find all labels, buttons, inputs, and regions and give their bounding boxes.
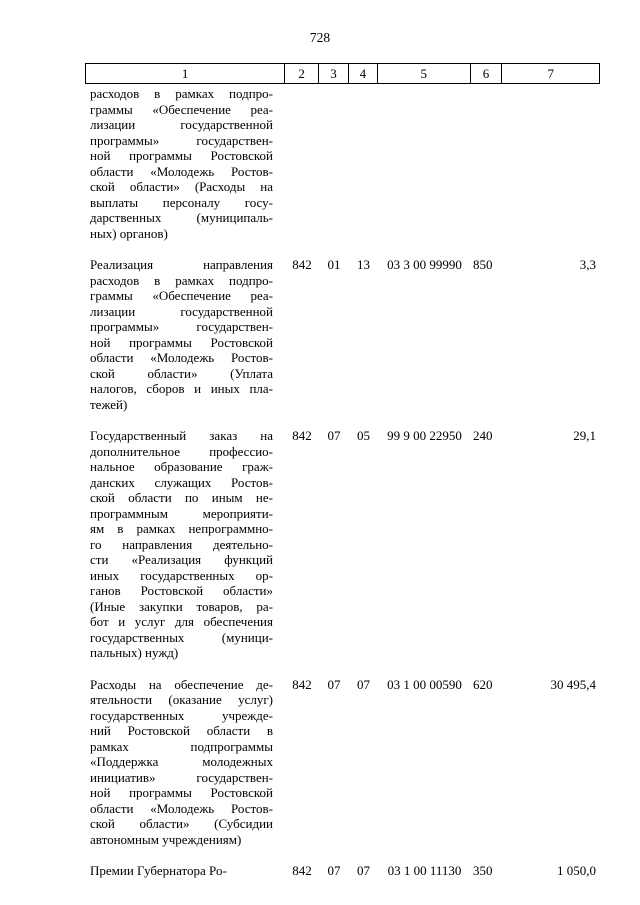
- description-line: Расходы на обеспечение де-: [90, 676, 273, 692]
- ministry-code: 842: [292, 863, 312, 878]
- ministry-code: 842: [292, 257, 312, 272]
- description-line: программным мероприяти-: [90, 505, 273, 521]
- description-line: расходов в рамках подпро-: [90, 272, 273, 288]
- expense-type-code: 620: [473, 676, 493, 692]
- row-description: [85, 86, 285, 241]
- description-line: дополнительное профессио-: [90, 443, 273, 459]
- description-line: граммы «Обеспечение реа-: [90, 101, 273, 117]
- description-line: ных) органов): [90, 225, 168, 241]
- description-line: ской области» (Расходы на: [90, 179, 273, 194]
- description-line: Премии Губернатора Ро-: [90, 863, 227, 878]
- description-line: государственных учрежде-: [90, 707, 273, 723]
- description-line: автономным учреждениям): [90, 831, 242, 847]
- description-line: граммы «Обеспечение реа-: [90, 288, 273, 303]
- subsection-code: 05: [357, 428, 370, 443]
- description-line: иных государственных ор-: [90, 567, 273, 583]
- amount: 1 050,0: [557, 863, 596, 878]
- description-line: программы» государствен-: [90, 319, 273, 334]
- description-line: «Поддержка молодежных: [90, 754, 273, 769]
- amount: 3,3: [579, 257, 596, 272]
- ministry-code: 842: [292, 428, 312, 443]
- table-row: [85, 428, 600, 661]
- ministry-code: 842: [292, 676, 312, 692]
- description-line: рамках подпрограммы: [90, 738, 273, 754]
- description-line: го направления деятельно-: [90, 536, 273, 552]
- description-line: ской области» (Уплата: [90, 365, 273, 381]
- page-number: 728: [309, 30, 331, 45]
- description-line: пальных) нужд): [90, 645, 179, 660]
- description-line: ной программы Ростовской: [90, 334, 273, 350]
- description-line: ний Ростовской области в: [90, 723, 273, 738]
- section-code: 07: [327, 863, 341, 878]
- description-line: нальное образование граж-: [90, 459, 273, 474]
- header-col-1: 1: [86, 64, 285, 83]
- description-line: выплаты персоналу госу-: [90, 194, 273, 210]
- description-line: расходов в рамках подпро-: [90, 86, 273, 101]
- header-col-3: 3: [319, 64, 349, 83]
- description-line: налогов, сборов и иных пла-: [90, 381, 273, 396]
- header-col-7: 7: [547, 66, 554, 81]
- header-col-2: 2: [285, 64, 319, 83]
- description-line: Государственный заказ на: [90, 428, 273, 443]
- description-line: дарственных (муниципаль-: [90, 210, 273, 225]
- target-article-code: 03 1 00 11130: [387, 863, 462, 878]
- description-line: государственных (муници-: [90, 629, 273, 645]
- section-code: 01: [327, 257, 341, 272]
- description-line: лизации государственной: [90, 117, 273, 132]
- description-line: бот и услуг для обеспечения: [90, 614, 273, 629]
- description-line: (Иные закупки товаров, ра-: [90, 598, 273, 614]
- description-line: области «Молодежь Ростов-: [90, 350, 273, 365]
- description-line: инициатив» государствен-: [90, 769, 273, 785]
- description-line: ной программы Ростовской: [90, 148, 273, 163]
- table-row: [85, 257, 600, 412]
- header-col-5: 5: [378, 64, 471, 83]
- description-line: ям в рамках непрограммно-: [90, 521, 273, 536]
- table-body: [85, 86, 600, 895]
- description-line: Реализация направления: [90, 257, 273, 272]
- row-description: [85, 677, 285, 848]
- section-code: 07: [327, 676, 341, 692]
- subsection-code: 07: [357, 863, 370, 878]
- description-line: ской области по иным не-: [90, 490, 273, 505]
- description-line: данских служащих Ростов-: [90, 474, 273, 490]
- description-line: ятельности (оказание услуг): [90, 692, 273, 707]
- target-article-code: 03 3 00 99990: [387, 257, 462, 272]
- target-article-code: 99 9 00 22950: [387, 428, 462, 443]
- row-description: [85, 257, 285, 412]
- description-line: ганов Ростовской области»: [90, 583, 273, 598]
- row-description: [85, 863, 285, 879]
- table-row: [85, 863, 600, 879]
- expense-type-code: 350: [473, 863, 493, 878]
- expense-type-code: 850: [473, 257, 493, 272]
- subsection-code: 13: [357, 257, 370, 272]
- target-article-code: 03 1 00 00590: [387, 676, 462, 692]
- header-col-4: 4: [349, 64, 378, 83]
- table-row: [85, 86, 600, 241]
- table-row: [85, 677, 600, 848]
- amount: 30 495,4: [550, 676, 596, 692]
- expense-type-code: 240: [473, 428, 493, 443]
- description-line: тежей): [90, 396, 128, 412]
- description-line: лизации государственной: [90, 303, 273, 319]
- subsection-code: 07: [357, 676, 370, 692]
- description-line: программы» государствен-: [90, 132, 273, 148]
- description-line: ской области» (Субсидии: [90, 816, 273, 831]
- description-line: сти «Реализация функций: [90, 552, 273, 567]
- table-header: [85, 63, 600, 84]
- row-description: [85, 428, 285, 661]
- amount: 29,1: [573, 428, 596, 443]
- section-code: 07: [327, 428, 341, 443]
- description-line: ной программы Ростовской: [90, 785, 273, 800]
- description-line: области «Молодежь Ростов-: [90, 163, 273, 179]
- description-line: области «Молодежь Ростов-: [90, 800, 273, 816]
- header-col-6: 6: [471, 64, 503, 83]
